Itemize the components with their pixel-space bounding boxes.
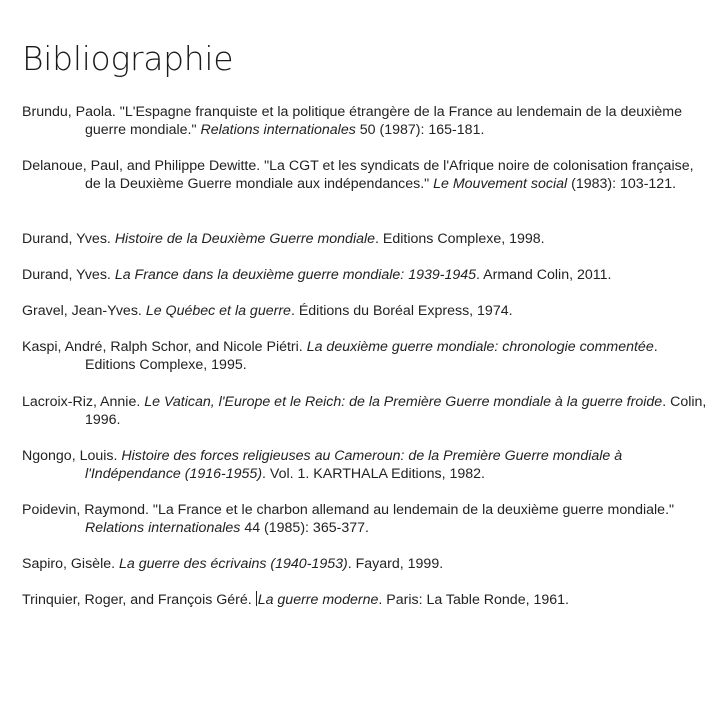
bibliography-entry (22, 302, 711, 320)
bibliography-entry (22, 393, 711, 430)
entry-text: Poidevin, Raymond. "La France et le charbon allemand au lendemain de la deuxième guerre mondiale." (22, 502, 675, 518)
bibliography-entry (22, 555, 711, 573)
entry-text: . Éditions du Boréal Express, 1974. (290, 303, 513, 319)
entry-title-italic: Histoire des forces religieuses au Cameroun: de la Première Guerre mondiale à l'Indépendance (1916-1955) (85, 448, 623, 483)
entry-text: Durand, Yves. (22, 267, 115, 283)
bibliography-entry (22, 266, 711, 284)
entry-text: . Colin, 1996. (85, 394, 707, 429)
entry-text: . Vol. 1. KARTHALA Editions, 1982. (262, 466, 485, 483)
entry-title-italic: Le Vatican, l'Europe et le Reich: de la Première Guerre mondiale à la guerre froide (144, 394, 663, 410)
entry-title-italic: Relations internationales (85, 520, 241, 537)
bibliography-entry (22, 591, 711, 609)
entry-title-italic: La France dans la deuxième guerre mondiale: 1939-1945 (114, 267, 477, 283)
entry-title-italic: Le Québec et la guerre (145, 303, 291, 319)
entry-title-italic: Relations internationales (200, 122, 356, 139)
bibliography-entry (22, 230, 711, 248)
entry-text: Trinquier, Roger, and François Géré. (22, 592, 256, 608)
entry-text: . Armand Colin, 2011. (476, 267, 612, 283)
entry-text: Gravel, Jean-Yves. (22, 303, 146, 319)
entry-text: . Fayard, 1999. (347, 556, 444, 572)
entry-text: 44 (1985): 365-377. (240, 520, 369, 537)
entry-text: Durand, Yves. (22, 231, 115, 247)
entry-text: (1983): 103-121. (567, 176, 677, 193)
entry-title-italic: Histoire de la Deuxième Guerre mondiale (114, 231, 376, 247)
entry-text: . Editions Complexe, 1998. (375, 231, 545, 247)
entry-text: 50 (1987): 165-181. (355, 122, 485, 139)
entry-text: . Paris: La Table Ronde, 1961. (378, 592, 569, 608)
entry-text: Lacroix-Riz, Annie. (22, 394, 145, 410)
entry-title-italic: Le Mouvement social (433, 176, 568, 193)
bibliography-entry (22, 157, 711, 194)
entry-title-italic: La guerre des écrivains (1940-1953) (119, 556, 348, 572)
entry-text: Sapiro, Gisèle. (22, 556, 119, 572)
text-cursor (256, 591, 257, 606)
entry-text: . Editions Complexe, 1995. (85, 339, 658, 374)
entry-title-italic: La deuxième guerre mondiale: chronologie commentée (306, 339, 654, 355)
bibliography-entry (22, 338, 711, 375)
entry-text: Brundu, Paola. "L'Espagne franquiste et la politique étrangère de la France au lendemain de la deuxième guerre mondiale." (22, 104, 683, 139)
entry-text: Ngongo, Louis. (22, 448, 122, 464)
entry-text: Kaspi, André, Ralph Schor, and Nicole Piétri. (22, 339, 307, 355)
bibliography-entry (22, 501, 711, 538)
bibliography-entry (22, 103, 711, 140)
bibliography-entry (22, 447, 711, 484)
entry-title-italic: La guerre moderne (257, 592, 379, 608)
page-title: Bibliographie (22, 39, 234, 78)
entry-text: Delanoue, Paul, and Philippe Dewitte. "La CGT et les syndicats de l'Afrique noire de colonisation française, de la Deuxième Guerre mondiale aux indépendances." (22, 158, 694, 193)
